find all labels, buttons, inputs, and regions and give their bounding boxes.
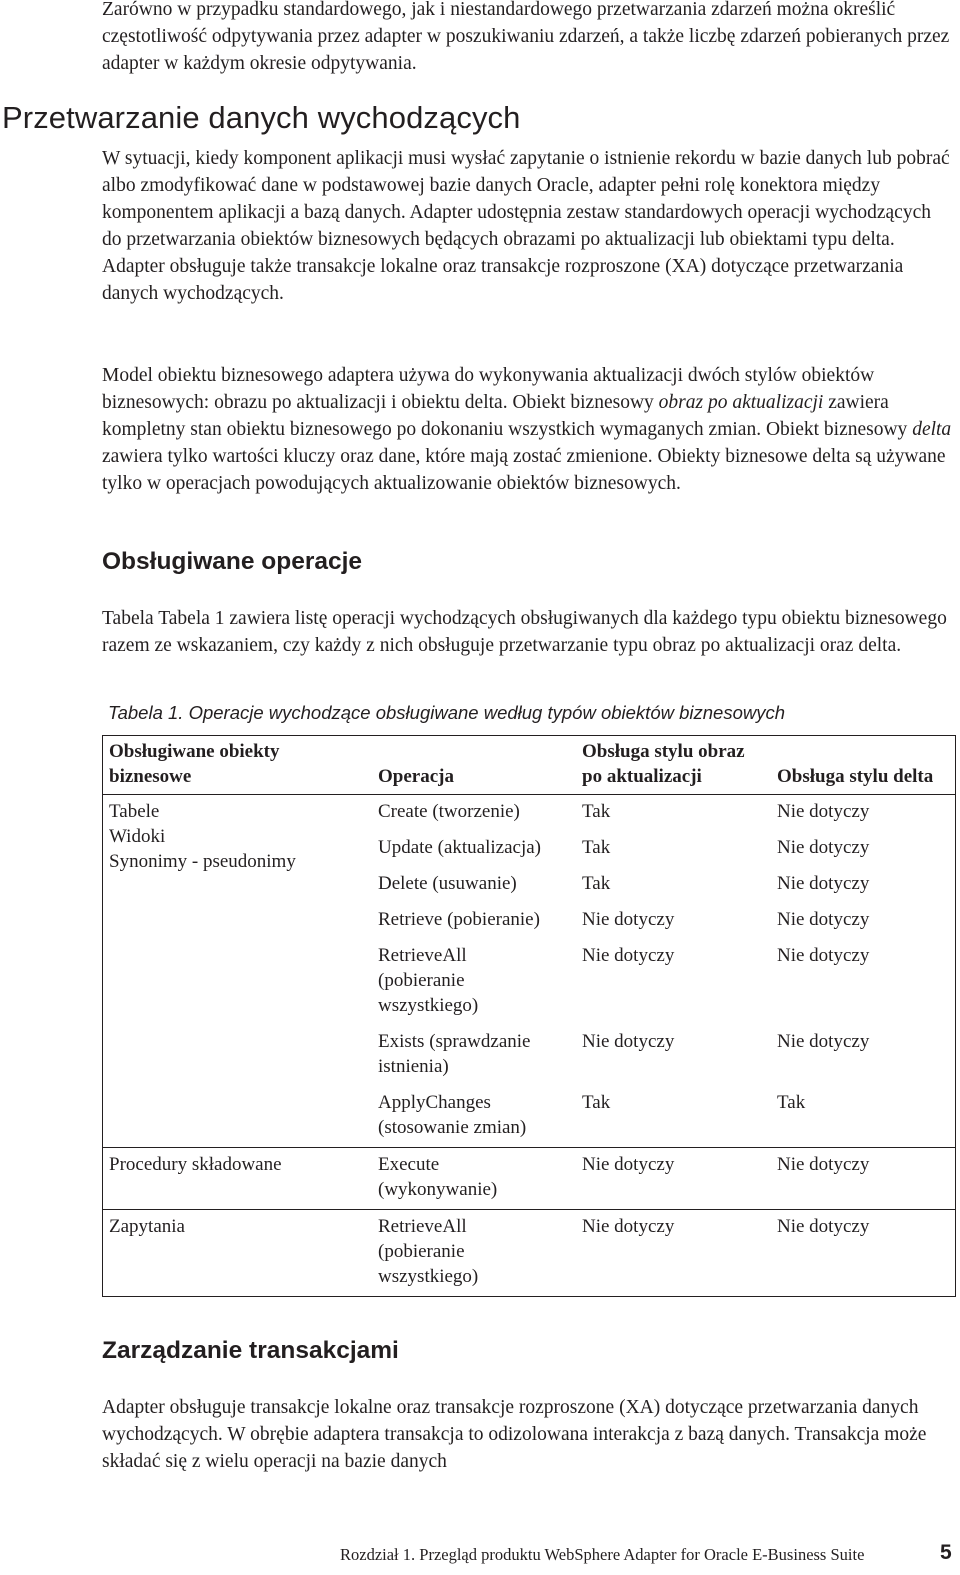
after-image-cell: Nie dotyczy bbox=[582, 1031, 675, 1052]
table-row bbox=[103, 795, 956, 832]
table-caption: Tabela 1. Operacje wychodzące obsługiwane według typów obiektów biznesowych bbox=[108, 702, 786, 723]
header-delta: Obsługa stylu delta bbox=[771, 736, 956, 795]
after-image-cell: Nie dotyczy bbox=[582, 945, 675, 966]
section-heading-operations: Obsługiwane operacje bbox=[102, 548, 363, 575]
operation-cell: Retrieve (pobieranie) bbox=[378, 909, 540, 930]
table-row bbox=[103, 1148, 956, 1210]
header-objects: Obsługiwane obiekty biznesowe bbox=[103, 736, 373, 795]
objects-cell-stored-procedures: Procedury składowane bbox=[103, 1148, 373, 1210]
intro-paragraph: Zarówno w przypadku standardowego, jak i niestandardowego przetwarzania zdarzeń można określić częstotliwość odpytywania przez adapter w poszukiwaniu zdarzeń, a także liczbę zdarzeń pobieranych przez adapter w każdym okresie odpytywania. bbox=[102, 0, 950, 74]
operations-paragraph: Tabela Tabela 1 zawiera listę operacji wychodzących obsługiwanych dla każdego typu obiektu biznesowego razem ze wskazaniem, czy każdy z nich obsługuje przetwarzanie typu obraz po aktualizacji oraz delta. bbox=[102, 608, 947, 656]
after-image-cell: Tak bbox=[582, 873, 611, 894]
operation-cell: Update (aktualizacja) bbox=[378, 837, 541, 858]
header-operation: Operacja bbox=[372, 736, 576, 795]
delta-cell: Nie dotyczy bbox=[777, 1216, 870, 1237]
after-image-cell: Nie dotyczy bbox=[582, 1216, 675, 1237]
delta-cell: Nie dotyczy bbox=[771, 1148, 956, 1210]
transactions-paragraph: Adapter obsługuje transakcje lokalne oraz transakcje rozproszone (XA) dotyczące przetwarzania danych wychodzących. W obrębie adaptera transakcja to odizolowana interakcja z bazą danych. Transakcja może składać się z wielu operacji na bazie danych bbox=[102, 1397, 927, 1472]
operation-cell: Delete (usuwanie) bbox=[378, 873, 517, 894]
section-heading-transactions: Zarządzanie transakcjami bbox=[102, 1337, 399, 1364]
after-image-cell: Nie dotyczy bbox=[582, 909, 675, 930]
delta-cell: Nie dotyczy bbox=[777, 801, 870, 822]
term-delta: delta bbox=[912, 419, 952, 440]
table-header-row bbox=[103, 736, 956, 795]
outbound-paragraph-2: Model obiektu biznesowego adaptera używa do wykonywania aktualizacji dwóch stylów obiektów biznesowych: obrazu po aktualizacji i obiektu delta. Obiekt biznesowy obraz po aktualizacji zawiera kompletny stan obiektu biznesowego po dokonaniu wszystkich wymaganych zmian. Obiekt biznesowy delta zawiera tylko wartości kluczy oraz dane, które mają zostać zmienione. Obiekty biznesowe delta są używane tylko w operacjach powodujących aktualizowanie obiektów biznesowych. bbox=[102, 365, 952, 494]
outbound-paragraph-1: W sytuacji, kiedy komponent aplikacji musi wysłać zapytanie o istnienie rekordu w bazie danych lub pobrać albo zmodyfikować dane w podstawowej bazie danych Oracle, adapter pełni rolę konektora między komponentem aplikacji a bazą danych. Adapter udostępnia zestaw standardowych operacji wychodzących do przetwarzania obiektów biznesowych będących obrazami po aktualizacji lub obiektami typu delta. Adapter obsługuje także transakcje lokalne oraz transakcje rozproszone (XA) dotyczące przetwarzania danych wychodzących. bbox=[102, 148, 950, 304]
delta-cell: Nie dotyczy bbox=[777, 945, 870, 966]
section-heading-outbound: Przetwarzanie danych wychodzących bbox=[2, 100, 521, 135]
operation-cell: Create (tworzenie) bbox=[378, 801, 520, 822]
operation-cell: RetrieveAll (pobieranie wszystkiego) bbox=[378, 945, 479, 1016]
page-footer: Rozdział 1. Przegląd produktu WebSphere Adapter for Oracle E-Business Suite bbox=[340, 1545, 865, 1564]
delta-cell: Nie dotyczy bbox=[777, 909, 870, 930]
delta-cell: Nie dotyczy bbox=[777, 873, 870, 894]
objects-cell-tables-views-synonyms: Tabele Widoki Synonimy - pseudonimy bbox=[103, 795, 373, 1148]
delta-cell: Tak bbox=[771, 1086, 956, 1148]
operation-cell: ApplyChanges (stosowanie zmian) bbox=[372, 1086, 576, 1148]
operation-cell: RetrieveAll (pobieranie wszystkiego) bbox=[378, 1216, 479, 1287]
term-after-image: obraz po aktualizacji bbox=[658, 392, 824, 413]
objects-cell-queries: Zapytania bbox=[109, 1216, 185, 1237]
delta-cell: Nie dotyczy bbox=[777, 837, 870, 858]
after-image-cell: Tak bbox=[582, 801, 611, 822]
operations-table bbox=[102, 735, 956, 1297]
operation-cell: Exists (sprawdzanie istnienia) bbox=[378, 1031, 531, 1077]
header-after-image: Obsługa stylu obraz po aktualizacji bbox=[576, 736, 771, 795]
page-number: 5 bbox=[940, 1541, 952, 1564]
after-image-cell: Tak bbox=[576, 1086, 771, 1148]
delta-cell: Nie dotyczy bbox=[777, 1031, 870, 1052]
table-row bbox=[103, 1210, 956, 1297]
after-image-cell: Nie dotyczy bbox=[576, 1148, 771, 1210]
after-image-cell: Tak bbox=[582, 837, 611, 858]
operation-cell: Execute (wykonywanie) bbox=[372, 1148, 576, 1210]
